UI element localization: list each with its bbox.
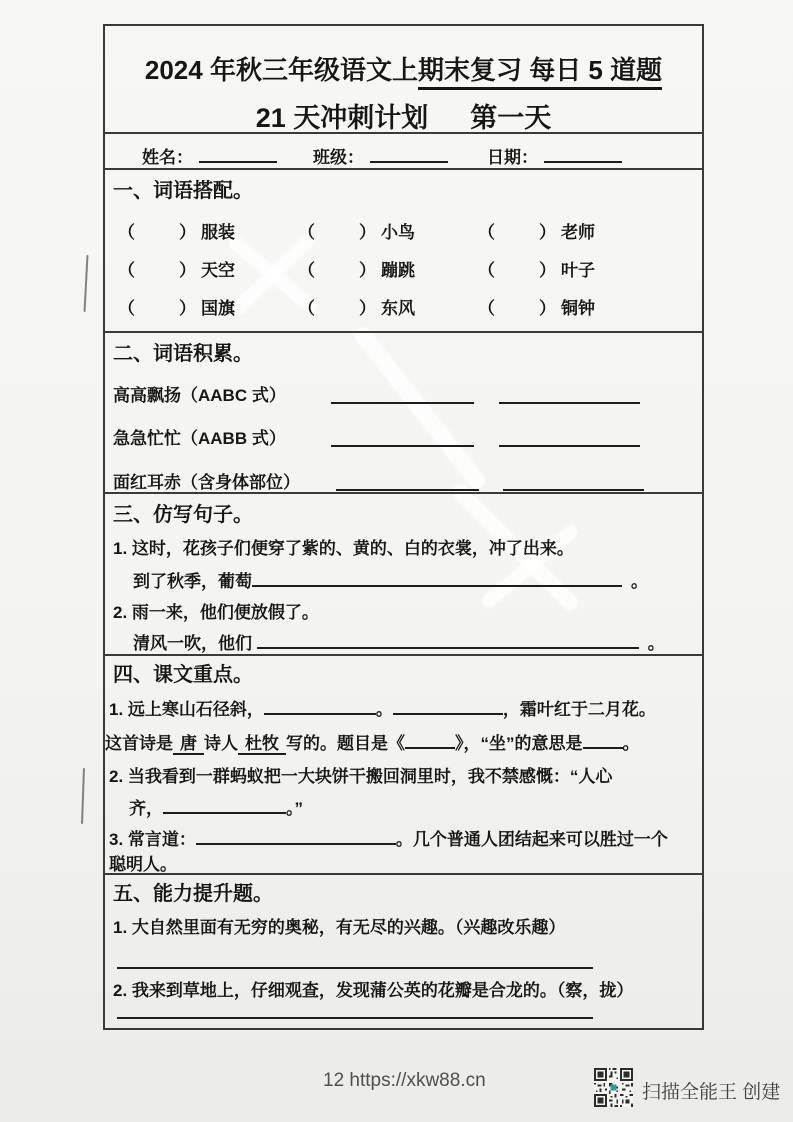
fill-sentence <box>133 570 648 592</box>
answer-blank <box>117 1017 593 1019</box>
poem-text: 写的。题目是《 <box>286 734 405 753</box>
word-match-cell <box>478 218 595 243</box>
answer-blank <box>331 402 474 404</box>
poem-text: 。 <box>622 734 640 753</box>
paren-open: （ <box>298 261 315 280</box>
word: 老师 <box>561 223 595 242</box>
poem-fill-line <box>109 698 656 720</box>
section3-heading: 三、仿写句子。 <box>113 504 253 526</box>
proverb-text: 。” <box>286 799 303 818</box>
poem-info-line <box>105 732 640 754</box>
name-label: 姓名： <box>142 148 193 167</box>
proverb-line: 2. 当我看到一群蚂蚁把一大块饼干搬回洞里时，我不禁感慨：“人心 <box>109 767 613 786</box>
word-match-cell <box>298 218 415 243</box>
word-pattern-item: 急急忙忙（AABB 式） <box>113 429 286 448</box>
word: 东风 <box>381 299 415 318</box>
filled-answer: 杜牧 <box>238 734 286 755</box>
word-match-cell <box>118 294 235 319</box>
word: 小鸟 <box>381 223 415 242</box>
word: 铜钟 <box>561 299 595 318</box>
word-match-cell <box>478 294 595 319</box>
worksheet-table <box>103 24 704 1030</box>
word: 叶子 <box>561 261 595 280</box>
word-pattern-item: 面红耳赤（含身体部位） <box>113 473 300 492</box>
answer-blank <box>117 967 593 969</box>
camscanner-note: 扫描全能王 创建 <box>642 1082 781 1103</box>
sentence-lead: 清风一吹，他们 <box>133 634 257 653</box>
paren-open: （ <box>478 299 495 318</box>
poem-text: 诗人 <box>204 734 238 753</box>
saying-text: 。几个普通人团结起来可以胜过一个 <box>395 830 668 849</box>
answer-blank <box>503 489 644 491</box>
date-blank <box>544 146 622 163</box>
paren-open: （ <box>118 299 135 318</box>
poem-text: 这首诗是 <box>105 734 173 753</box>
poem-text: 。 <box>375 700 393 719</box>
saying-fill-line <box>109 828 668 850</box>
word: 蹦跳 <box>381 261 415 280</box>
poem-text: 》，“坐”的意思是 <box>455 734 583 753</box>
answer-blank <box>196 828 396 845</box>
answer-blank <box>331 445 474 447</box>
name-field <box>142 143 277 168</box>
title-underlined: 期末复习 每日 5 道题 <box>418 55 662 90</box>
paren-open: （ <box>478 223 495 242</box>
answer-blank <box>252 570 622 587</box>
answer-blank <box>264 698 376 715</box>
sentence-period: 。 <box>647 634 665 653</box>
section4-heading: 四、课文重点。 <box>113 664 253 686</box>
name-blank <box>199 146 277 163</box>
title-prefix: 2024 年秋三年级语文上 <box>144 55 418 85</box>
paren-close: ） <box>179 299 196 318</box>
page-number-url: 12 https://xkw88.cn <box>323 1070 486 1091</box>
word: 国旗 <box>201 299 235 318</box>
word-match-cell <box>478 256 595 281</box>
name-row <box>105 132 702 168</box>
saying-line2: 聪明人。 <box>109 855 177 874</box>
pen-mark <box>81 768 85 824</box>
poem-text: ，霜叶红于二月花。 <box>502 700 656 719</box>
section-word-accumulation <box>105 331 702 492</box>
worksheet-subtitle <box>105 96 702 135</box>
section1-heading: 一、词语搭配。 <box>113 180 253 202</box>
answer-blank <box>163 797 286 814</box>
date-label: 日期： <box>487 148 538 167</box>
section-ability-improvement <box>105 873 702 1032</box>
paren-close: ） <box>539 299 556 318</box>
word-match-cell <box>298 294 415 319</box>
section-word-matching <box>105 168 702 331</box>
paren-close: ） <box>179 223 196 242</box>
worksheet-title <box>105 50 702 87</box>
word: 服装 <box>201 223 235 242</box>
section-sentence-imitation <box>105 492 702 654</box>
class-blank <box>370 146 448 163</box>
word-match-cell <box>298 256 415 281</box>
section5-heading: 五、能力提升题。 <box>113 883 273 905</box>
paren-close: ） <box>539 223 556 242</box>
proverb-text: 齐， <box>129 799 163 818</box>
poem-text: 1. 远上寒山石径斜， <box>109 700 264 719</box>
example-sentence: 1. 这时，花孩子们便穿了紫的、黄的、白的衣裳，冲了出来。 <box>113 539 574 558</box>
subtitle-day: 第一天 <box>470 103 552 133</box>
paren-close: ） <box>359 223 376 242</box>
answer-blank <box>257 632 639 649</box>
subtitle-plan: 21 天冲刺计划 <box>255 103 429 133</box>
paren-open: （ <box>118 261 135 280</box>
class-field <box>313 143 448 168</box>
saying-text: 3. 常言道： <box>109 830 196 849</box>
paren-close: ） <box>179 261 196 280</box>
answer-blank <box>336 489 479 491</box>
answer-blank <box>499 402 640 404</box>
word-pattern-item: 高高飘扬（AABC 式） <box>113 386 286 405</box>
answer-blank <box>393 698 503 715</box>
paren-open: （ <box>118 223 135 242</box>
word: 天空 <box>201 261 235 280</box>
fill-sentence <box>133 632 665 654</box>
sentence-period: 。 <box>631 572 648 591</box>
word-match-cell <box>118 256 235 281</box>
example-sentence: 2. 雨一来，他们便放假了。 <box>113 603 319 622</box>
word-match-cell <box>118 218 235 243</box>
answer-blank <box>583 732 623 749</box>
paren-open: （ <box>298 299 315 318</box>
filled-answer: 唐 <box>173 734 204 755</box>
rewrite-question: 2. 我来到草地上，仔细观查，发现蒲公英的花瓣是合龙的。（察，拢） <box>113 981 634 1000</box>
paren-open: （ <box>478 261 495 280</box>
paren-close: ） <box>359 261 376 280</box>
paren-open: （ <box>298 223 315 242</box>
proverb-fill-line <box>129 797 303 819</box>
answer-blank <box>405 732 455 749</box>
paren-close: ） <box>359 299 376 318</box>
section-text-key-points <box>105 654 702 873</box>
rewrite-question: 1. 大自然里面有无穷的奥秘，有无尽的兴趣。（兴趣改乐趣） <box>113 918 566 937</box>
date-field <box>487 143 622 168</box>
qr-code-icon <box>594 1068 633 1107</box>
paren-close: ） <box>539 261 556 280</box>
class-label: 班级： <box>313 148 364 167</box>
section2-heading: 二、词语积累。 <box>113 343 253 365</box>
sentence-lead: 到了秋季，葡萄 <box>133 572 252 591</box>
answer-blank <box>499 445 640 447</box>
pen-mark <box>84 255 89 312</box>
